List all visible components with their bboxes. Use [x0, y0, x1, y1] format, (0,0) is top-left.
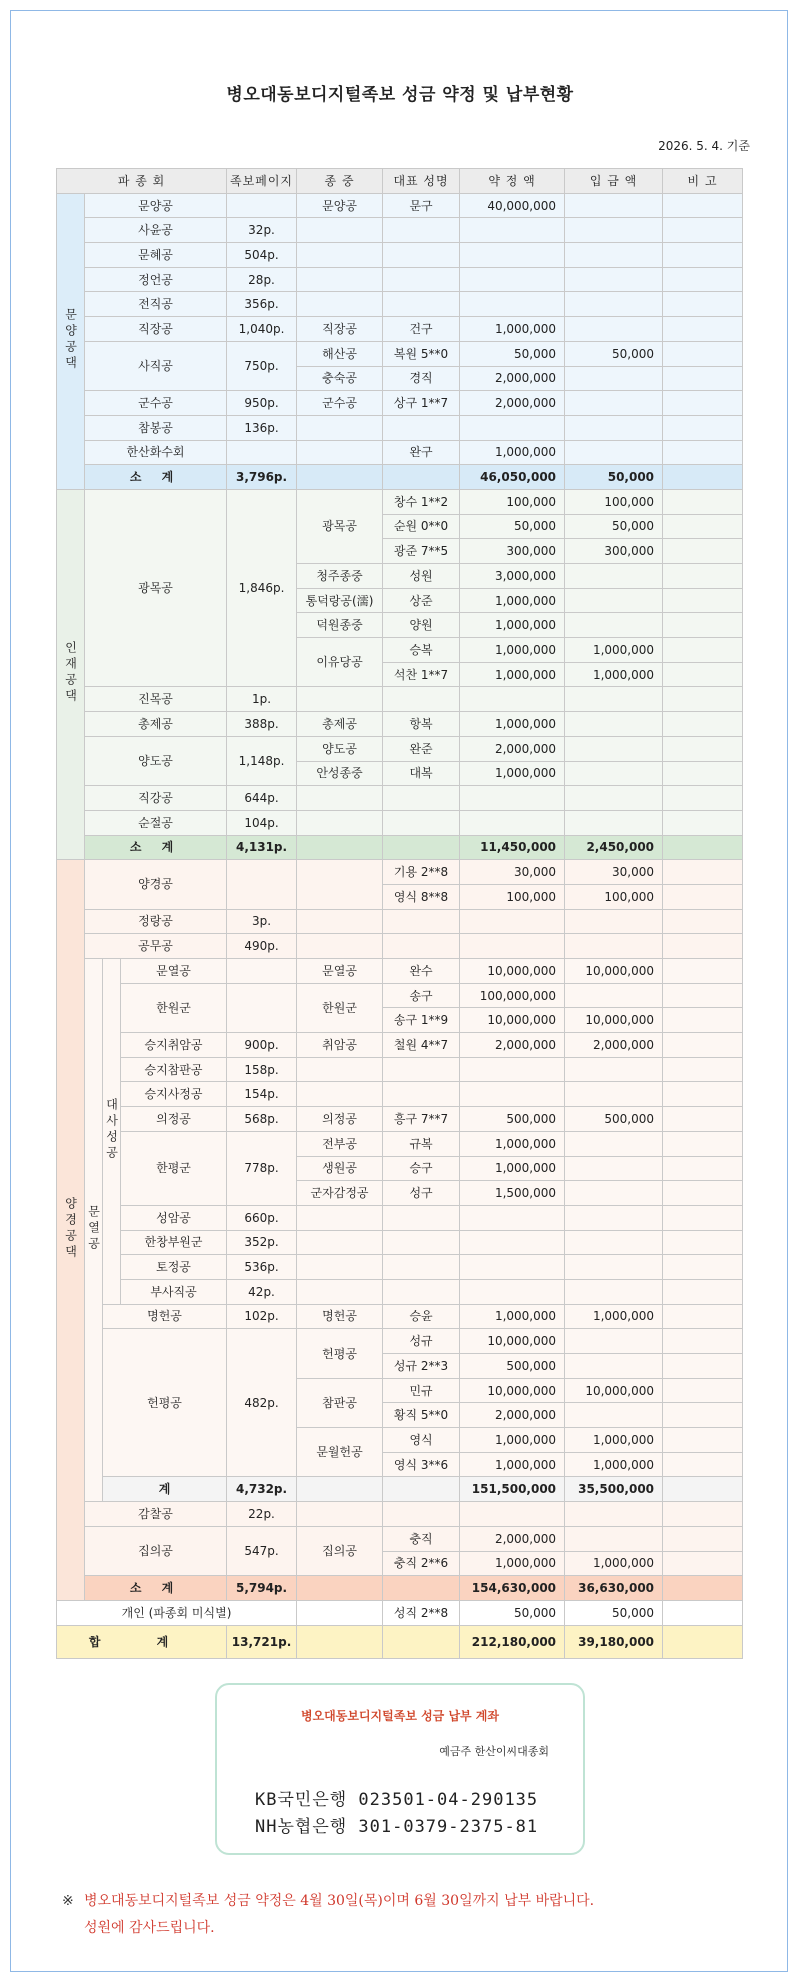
- jongjung-cell: 직장공: [297, 317, 383, 342]
- rep-cell: 흥구 7**7: [383, 1107, 460, 1132]
- page-cell: 482p.: [227, 1329, 297, 1477]
- page-cell: 547p.: [227, 1526, 297, 1575]
- page-cell: [227, 983, 297, 1032]
- pledge-cell: 2,000,000: [460, 366, 565, 391]
- page-cell: [227, 860, 297, 909]
- pledge-cell: 10,000,000: [460, 1378, 565, 1403]
- paid-cell: 39,180,000: [565, 1625, 663, 1658]
- individual-cell: 개인 (파종회 미식별): [57, 1600, 297, 1625]
- rep-cell: 완구: [383, 440, 460, 465]
- pledge-cell: 11,450,000: [460, 835, 565, 860]
- paid-cell: [565, 193, 663, 218]
- page-cell: 1p.: [227, 687, 297, 712]
- pa-cell: 진목공: [85, 687, 227, 712]
- page-cell: 158p.: [227, 1057, 297, 1082]
- pledge-cell: 1,000,000: [460, 638, 565, 663]
- pa-cell: 사윤공: [85, 218, 227, 243]
- rep-cell: 충직 2**6: [383, 1551, 460, 1576]
- group-label-yanggyeong: 양경공댁: [57, 860, 85, 1601]
- group-label-daesaseong: 대사성공: [103, 959, 121, 1305]
- donation-table: [56, 168, 743, 1659]
- jongjung-cell: 전부공: [297, 1131, 383, 1156]
- pledge-cell: 100,000: [460, 489, 565, 514]
- subtotal-label: 소 계: [85, 1576, 227, 1601]
- pa-cell: 직장공: [85, 317, 227, 342]
- pledge-cell: 1,000,000: [460, 317, 565, 342]
- pledge-cell: 1,000,000: [460, 1428, 565, 1453]
- jongjung-cell: 군자감정공: [297, 1181, 383, 1206]
- rep-cell: 순원 0**0: [383, 514, 460, 539]
- header-pledge: 약 정 액: [460, 169, 565, 194]
- pledge-cell: 500,000: [460, 1107, 565, 1132]
- subtotal-label: 소 계: [85, 465, 227, 490]
- group-label-munyeol: 문열공: [85, 959, 103, 1502]
- pa-cell: 전직공: [85, 292, 227, 317]
- jongjung-cell: 해산공: [297, 341, 383, 366]
- page-cell: 356p.: [227, 292, 297, 317]
- jongjung-cell: 집의공: [297, 1526, 383, 1575]
- pledge-cell: 2,000,000: [460, 1526, 565, 1551]
- jongjung-cell: 명헌공: [297, 1304, 383, 1329]
- page-cell: 4,732p.: [227, 1477, 297, 1502]
- pa-cell: 명헌공: [103, 1304, 227, 1329]
- jongjung-cell: 한원군: [297, 983, 383, 1032]
- page-cell: 660p.: [227, 1205, 297, 1230]
- pa-cell: 승지참판공: [121, 1057, 227, 1082]
- pa-cell: 한창부원군: [121, 1230, 227, 1255]
- table-row: [57, 687, 743, 712]
- jongjung-cell: 문양공: [297, 193, 383, 218]
- page-cell: 778p.: [227, 1131, 297, 1205]
- table-row: [57, 317, 743, 342]
- page-cell: 644p.: [227, 786, 297, 811]
- paid-cell: 50,000: [565, 341, 663, 366]
- paid-cell: 1,000,000: [565, 638, 663, 663]
- rep-cell: 완준: [383, 736, 460, 761]
- pa-cell: 문양공: [85, 193, 227, 218]
- rep-cell: 승윤: [383, 1304, 460, 1329]
- subtotal-row: [57, 835, 743, 860]
- paid-cell: 36,630,000: [565, 1576, 663, 1601]
- rep-cell: 철원 4**7: [383, 1033, 460, 1058]
- pledge-cell: 10,000,000: [460, 959, 565, 984]
- pledge-cell: 1,000,000: [460, 588, 565, 613]
- table-row: [57, 860, 743, 885]
- table-row: [57, 1033, 743, 1058]
- page-cell: 102p.: [227, 1304, 297, 1329]
- table-row: [57, 391, 743, 416]
- page-cell: 504p.: [227, 243, 297, 268]
- munyeol-total-row: [57, 1477, 743, 1502]
- paid-cell: 50,000: [565, 465, 663, 490]
- pa-cell: 양도공: [85, 736, 227, 785]
- pa-cell: 군수공: [85, 391, 227, 416]
- table-row: [57, 1131, 743, 1156]
- pledge-cell: 2,000,000: [460, 1403, 565, 1428]
- header-paid: 입 금 액: [565, 169, 663, 194]
- pa-cell: 문열공: [121, 959, 227, 984]
- pledge-cell: 1,000,000: [460, 761, 565, 786]
- remark-cell: [663, 193, 743, 218]
- rep-cell: 송구 1**9: [383, 1008, 460, 1033]
- pa-cell: 헌평공: [103, 1329, 227, 1477]
- rep-cell: 성구: [383, 1181, 460, 1206]
- pledge-cell: 30,000: [460, 860, 565, 885]
- rep-cell: 충직: [383, 1526, 460, 1551]
- page-cell: [227, 193, 297, 218]
- page-cell: 1,148p.: [227, 736, 297, 785]
- rep-cell: 성규: [383, 1329, 460, 1354]
- rep-cell: 승구: [383, 1156, 460, 1181]
- page-cell: 154p.: [227, 1082, 297, 1107]
- jongjung-cell: 청주종중: [297, 564, 383, 589]
- table-row: [57, 341, 743, 366]
- page-cell: 4,131p.: [227, 835, 297, 860]
- table-row: [57, 1255, 743, 1280]
- page-cell: [227, 959, 297, 984]
- rep-cell: 석찬 1**7: [383, 662, 460, 687]
- rep-cell: 송구: [383, 983, 460, 1008]
- page-cell: 22p.: [227, 1502, 297, 1527]
- jongjung-cell: 이유당공: [297, 638, 383, 687]
- table-row: [57, 1304, 743, 1329]
- rep-cell: 규복: [383, 1131, 460, 1156]
- paid-cell: 10,000,000: [565, 1008, 663, 1033]
- table-row: [57, 415, 743, 440]
- paid-cell: 300,000: [565, 539, 663, 564]
- rep-cell: 성원: [383, 564, 460, 589]
- pa-cell: 승지사정공: [121, 1082, 227, 1107]
- jongjung-cell: 문월헌공: [297, 1428, 383, 1477]
- pa-cell: 직강공: [85, 786, 227, 811]
- table-row: [57, 1230, 743, 1255]
- pledge-cell: 300,000: [460, 539, 565, 564]
- paid-cell: 1,000,000: [565, 1428, 663, 1453]
- rep-cell: 창수 1**2: [383, 489, 460, 514]
- paid-cell: 100,000: [565, 489, 663, 514]
- pledge-cell: 151,500,000: [460, 1477, 565, 1502]
- pledge-cell: 1,000,000: [460, 1452, 565, 1477]
- table-row: [57, 934, 743, 959]
- page-cell: 28p.: [227, 267, 297, 292]
- rep-cell: 완수: [383, 959, 460, 984]
- page-cell: 3,796p.: [227, 465, 297, 490]
- header-page: 족보페이지: [227, 169, 297, 194]
- paid-cell: 1,000,000: [565, 1551, 663, 1576]
- jongjung-cell: 양도공: [297, 736, 383, 761]
- paid-cell: 1,000,000: [565, 662, 663, 687]
- payment-note: [62, 1888, 595, 1942]
- jongjung-cell: 참판공: [297, 1378, 383, 1427]
- pledge-cell: 1,000,000: [460, 712, 565, 737]
- table-row: [57, 243, 743, 268]
- paid-cell: 1,000,000: [565, 1452, 663, 1477]
- rep-cell: 상준: [383, 588, 460, 613]
- pledge-cell: 2,000,000: [460, 1033, 565, 1058]
- jongjung-cell: 생원공: [297, 1156, 383, 1181]
- pa-cell: 성암공: [121, 1205, 227, 1230]
- pledge-cell: 1,000,000: [460, 662, 565, 687]
- jongjung-cell: 의정공: [297, 1107, 383, 1132]
- page-title: 병오대동보디지털족보 성금 약정 및 납부현황: [226, 85, 574, 105]
- table-row: [57, 1107, 743, 1132]
- table-row: [57, 218, 743, 243]
- jongjung-cell: [297, 860, 383, 909]
- rep-cell: 성직 2**8: [383, 1600, 460, 1625]
- page-cell: 1,040p.: [227, 317, 297, 342]
- pa-cell: 부사직공: [121, 1279, 227, 1304]
- table-row: [57, 1279, 743, 1304]
- jongjung-cell: 통덕랑공(濡): [297, 588, 383, 613]
- table-row: [57, 1526, 743, 1551]
- pa-cell: 한산화수회: [85, 440, 227, 465]
- rep-cell: 문구: [383, 193, 460, 218]
- group-label-munyang: 문양공댁: [57, 193, 85, 489]
- jongjung-cell: 취암공: [297, 1033, 383, 1058]
- jongjung-cell: 문열공: [297, 959, 383, 984]
- pledge-cell: 1,000,000: [460, 613, 565, 638]
- table-header: [57, 169, 743, 194]
- subtotal-row: [57, 465, 743, 490]
- reference-date: 2026. 5. 4. 기준: [658, 139, 750, 153]
- page-cell: 32p.: [227, 218, 297, 243]
- account-holder: 예금주 한산이씨대종회: [439, 1745, 549, 1758]
- jongjung-cell: 광목공: [297, 489, 383, 563]
- rep-cell: 대복: [383, 761, 460, 786]
- table-row: [57, 1082, 743, 1107]
- rep-cell: 항복: [383, 712, 460, 737]
- pa-cell: 토정공: [121, 1255, 227, 1280]
- page-cell: 3p.: [227, 909, 297, 934]
- pledge-cell: 10,000,000: [460, 1329, 565, 1354]
- pa-cell: 공무공: [85, 934, 227, 959]
- bank-account-nh: NH농협은행 301-0379-2375-81: [255, 1817, 539, 1837]
- pa-cell: 양경공: [85, 860, 227, 909]
- pledge-cell: 50,000: [460, 514, 565, 539]
- jongjung-cell: 헌평공: [297, 1329, 383, 1378]
- table-row: [57, 1502, 743, 1527]
- pa-cell: 광목공: [85, 489, 227, 687]
- table-row: [57, 1329, 743, 1354]
- jongjung-cell: 충숙공: [297, 366, 383, 391]
- table-row: [57, 909, 743, 934]
- jongjung-cell: 군수공: [297, 391, 383, 416]
- pledge-cell: 1,000,000: [460, 440, 565, 465]
- page-cell: 750p.: [227, 341, 297, 390]
- table-row: [57, 292, 743, 317]
- pledge-cell: 46,050,000: [460, 465, 565, 490]
- pa-cell: 집의공: [85, 1526, 227, 1575]
- paid-cell: 2,450,000: [565, 835, 663, 860]
- table-row: [57, 1600, 743, 1625]
- table-row: [57, 267, 743, 292]
- pledge-cell: 212,180,000: [460, 1625, 565, 1658]
- pledge-cell: 50,000: [460, 341, 565, 366]
- grand-total-row: [57, 1625, 743, 1658]
- rep-cell: 민규: [383, 1378, 460, 1403]
- page-cell: 388p.: [227, 712, 297, 737]
- rep-cell: 황직 5**0: [383, 1403, 460, 1428]
- paid-cell: 10,000,000: [565, 1378, 663, 1403]
- bank-account-kb: KB국민은행 023501-04-290135: [255, 1790, 539, 1810]
- rep-cell: 복원 5**0: [383, 341, 460, 366]
- table-row: [57, 489, 743, 514]
- munyeol-total-label: 계: [103, 1477, 227, 1502]
- table-row: [57, 193, 743, 218]
- reference-mark-icon: ※: [62, 1893, 74, 1909]
- pa-cell: 정언공: [85, 267, 227, 292]
- rep-cell: 영식 8**8: [383, 884, 460, 909]
- paid-cell: 35,500,000: [565, 1477, 663, 1502]
- page-cell: 950p.: [227, 391, 297, 416]
- page-cell: 136p.: [227, 415, 297, 440]
- pledge-cell: 154,630,000: [460, 1576, 565, 1601]
- pa-cell: 참봉공: [85, 415, 227, 440]
- pledge-cell: 1,000,000: [460, 1156, 565, 1181]
- page-cell: 900p.: [227, 1033, 297, 1058]
- page-cell: 104p.: [227, 810, 297, 835]
- pledge-cell: 1,000,000: [460, 1551, 565, 1576]
- pa-cell: 총제공: [85, 712, 227, 737]
- paid-cell: 2,000,000: [565, 1033, 663, 1058]
- table-row: [57, 810, 743, 835]
- pledge-cell: 40,000,000: [460, 193, 565, 218]
- rep-cell: 양원: [383, 613, 460, 638]
- table-row: [57, 786, 743, 811]
- pa-cell: 한원군: [121, 983, 227, 1032]
- pa-cell: 정랑공: [85, 909, 227, 934]
- page-cell: 1,846p.: [227, 489, 297, 687]
- header-rep: 대표 성명: [383, 169, 460, 194]
- pa-cell: 문혜공: [85, 243, 227, 268]
- page-cell: 568p.: [227, 1107, 297, 1132]
- rep-cell: 영식: [383, 1428, 460, 1453]
- pledge-cell: 100,000,000: [460, 983, 565, 1008]
- rep-cell: 상구 1**7: [383, 391, 460, 416]
- pledge-cell: 50,000: [460, 1600, 565, 1625]
- pledge-cell: 1,000,000: [460, 1304, 565, 1329]
- table-row: [57, 712, 743, 737]
- paid-cell: 10,000,000: [565, 959, 663, 984]
- page-cell: 490p.: [227, 934, 297, 959]
- rep-cell: 성규 2**3: [383, 1354, 460, 1379]
- pa-cell: 한평군: [121, 1131, 227, 1205]
- table-row: [57, 736, 743, 761]
- paid-cell: 30,000: [565, 860, 663, 885]
- jongjung-cell: 덕원종중: [297, 613, 383, 638]
- group-label-injae: 인재공댁: [57, 489, 85, 859]
- pledge-cell: 1,000,000: [460, 1131, 565, 1156]
- table-row: [57, 983, 743, 1008]
- jongjung-cell: 안성종중: [297, 761, 383, 786]
- pledge-cell: 100,000: [460, 884, 565, 909]
- pledge-cell: 1,500,000: [460, 1181, 565, 1206]
- page-cell: 13,721p.: [227, 1625, 297, 1658]
- paid-cell: 500,000: [565, 1107, 663, 1132]
- rep-cell: 경직: [383, 366, 460, 391]
- header-jongjung: 종 중: [297, 169, 383, 194]
- pa-cell: 의정공: [121, 1107, 227, 1132]
- pledge-cell: 500,000: [460, 1354, 565, 1379]
- pledge-cell: 2,000,000: [460, 736, 565, 761]
- rep-cell: 광준 7**5: [383, 539, 460, 564]
- pledge-cell: 3,000,000: [460, 564, 565, 589]
- page-cell: 536p.: [227, 1255, 297, 1280]
- header-remarks: 비 고: [663, 169, 743, 194]
- subtotal-row: [57, 1576, 743, 1601]
- paid-cell: 1,000,000: [565, 1304, 663, 1329]
- jongjung-cell: 총제공: [297, 712, 383, 737]
- account-title: 병오대동보디지털족보 성금 납부 계좌: [300, 1709, 499, 1723]
- paid-cell: 50,000: [565, 1600, 663, 1625]
- paid-cell: 50,000: [565, 514, 663, 539]
- note-line-2: 성원에 감사드립니다.: [84, 1920, 215, 1936]
- grand-total-label: 합 계: [57, 1625, 227, 1658]
- pledge-cell: 2,000,000: [460, 391, 565, 416]
- rep-cell: 영식 3**6: [383, 1452, 460, 1477]
- pledge-cell: 10,000,000: [460, 1008, 565, 1033]
- table-row: [57, 1057, 743, 1082]
- note-line-1: 병오대동보디지털족보 성금 약정은 4월 30일(목)이며 6월 30일까지 납부 바랍니다.: [84, 1893, 595, 1909]
- header-pajonghoe: 파 종 회: [57, 169, 227, 194]
- page-cell: 5,794p.: [227, 1576, 297, 1601]
- rep-cell: 기용 2**8: [383, 860, 460, 885]
- pa-cell: 사직공: [85, 341, 227, 390]
- table-row: [57, 440, 743, 465]
- account-box: [215, 1683, 585, 1855]
- pa-cell: 승지취암공: [121, 1033, 227, 1058]
- table-row: [57, 1205, 743, 1230]
- rep-cell: 승복: [383, 638, 460, 663]
- page-cell: 352p.: [227, 1230, 297, 1255]
- pa-cell: 순절공: [85, 810, 227, 835]
- page-cell: 42p.: [227, 1279, 297, 1304]
- table-row: [57, 959, 743, 984]
- subtotal-label: 소 계: [85, 835, 227, 860]
- paid-cell: 100,000: [565, 884, 663, 909]
- pa-cell: 감찰공: [85, 1502, 227, 1527]
- rep-cell: 건구: [383, 317, 460, 342]
